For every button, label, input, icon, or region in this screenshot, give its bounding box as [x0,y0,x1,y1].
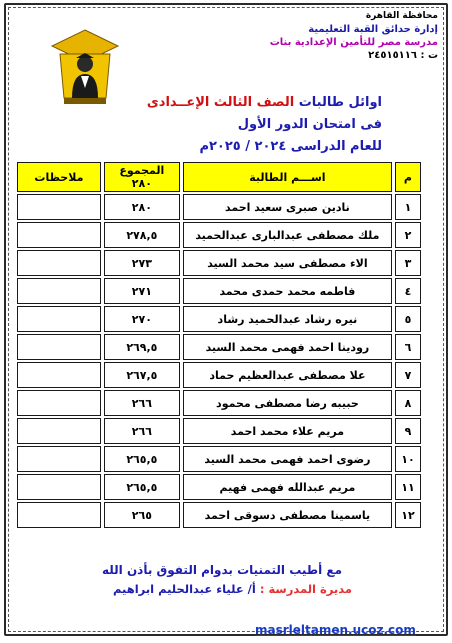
header-total-label: المجموع [119,164,165,177]
school-header [138,10,438,62]
title-line-2: فى امتحان الدور الأول [237,117,382,132]
student-total: ٢٦٥ [104,502,180,528]
row-number: ٣ [395,250,421,276]
table-row [17,362,421,388]
student-name: الاء مصطفى سيد محمد السيد [183,250,392,276]
table-row [17,278,421,304]
title-prefix: اوائل طالبات [298,95,382,110]
footer [32,560,412,598]
student-total: ٢٧٠ [104,306,180,332]
student-name: مريم عبدالله فهمى فهيم [183,474,392,500]
row-number: ٩ [395,418,421,444]
header-notes: ملاحظات [17,162,101,192]
row-number: ١ [395,194,421,220]
student-notes [17,502,101,528]
row-number: ٧ [395,362,421,388]
student-name: مريم علاء محمد احمد [183,418,392,444]
row-number: ٤ [395,278,421,304]
student-total: ٢٦٩,٥ [104,334,180,360]
school-name-line: مدرسة مصر للتأمين الإعدادية بنات [269,37,438,48]
student-name: فاطمه محمد حمدى محمد [183,278,392,304]
header-number: م [395,162,421,192]
student-total: ٢٦٧,٥ [104,362,180,388]
student-total: ٢٦٦ [104,418,180,444]
header-student-name: اســـم الطالبة [183,162,392,192]
student-total: ٢٨٠ [104,194,180,220]
table-body [17,194,421,528]
row-number: ٢ [395,222,421,248]
student-notes [17,446,101,472]
student-name: ملك مصطفى عبدالبارى عبدالحميد [183,222,392,248]
principal-signature-line [32,580,412,598]
site-watermark[interactable]: masrleltamen.ucoz.com [255,623,416,637]
student-notes [17,278,101,304]
title-line-3: للعام الدراسى ٢٠٢٤ / ٢٠٢٥م [199,139,382,154]
document-titles [147,92,382,158]
student-notes [17,222,101,248]
student-name: علا مصطفى عبدالعظيم حماد [183,362,392,388]
table-row [17,390,421,416]
row-number: ٦ [395,334,421,360]
table-row [17,222,421,248]
table-row [17,250,421,276]
student-notes [17,362,101,388]
student-total: ٢٦٦ [104,390,180,416]
student-total: ٢٧١ [104,278,180,304]
student-total: ٢٧٣ [104,250,180,276]
header-total-max: ٢٨٠ [131,177,152,190]
table-row [17,502,421,528]
student-name: رودينا احمد فهمى محمد السيد [183,334,392,360]
table-row [17,418,421,444]
title-line-1 [147,92,382,114]
student-name: ياسمينا مصطفى دسوقى احمد [183,502,392,528]
row-number: ٨ [395,390,421,416]
student-name: نيره رشاد عبدالحميد رشاد [183,306,392,332]
row-number: ١٠ [395,446,421,472]
student-notes [17,250,101,276]
table-row [17,446,421,472]
row-number: ١٢ [395,502,421,528]
principal-name: أ/ علياء عبدالحليم ابراهيم [113,582,256,596]
row-number: ١١ [395,474,421,500]
student-total: ٢٦٥,٥ [104,474,180,500]
table-row [17,334,421,360]
student-name: نادين صبرى سعيد احمد [183,194,392,220]
table-header-row [17,162,421,192]
student-notes [17,474,101,500]
student-notes [17,334,101,360]
administration-line: إدارة حدائق القبة التعليمية [308,24,438,35]
student-name: رضوى احمد فهمى محمد السيد [183,446,392,472]
student-notes [17,390,101,416]
top-students-table [14,160,424,530]
row-number: ٥ [395,306,421,332]
title-grade: الصف الثالث الإعــدادى [146,95,295,110]
phone-line: ت : ٢٤٥١٥١١٦ [368,50,438,61]
table-row [17,474,421,500]
student-total: ٢٧٨,٥ [104,222,180,248]
student-name: حبيبه رضا مصطفى محمود [183,390,392,416]
header-total [104,162,180,192]
table-row [17,306,421,332]
closing-wish: مع أطيب التمنيات بدوام التفوق بأذن الله [101,563,343,577]
principal-label: مديرة المدرسة : [259,582,352,596]
student-notes [17,194,101,220]
student-notes [17,418,101,444]
governorate-line: محافظة القاهرة [365,11,438,21]
student-total: ٢٦٥,٥ [104,446,180,472]
school-graduate-logo-icon [50,28,120,106]
student-notes [17,306,101,332]
table-row [17,194,421,220]
